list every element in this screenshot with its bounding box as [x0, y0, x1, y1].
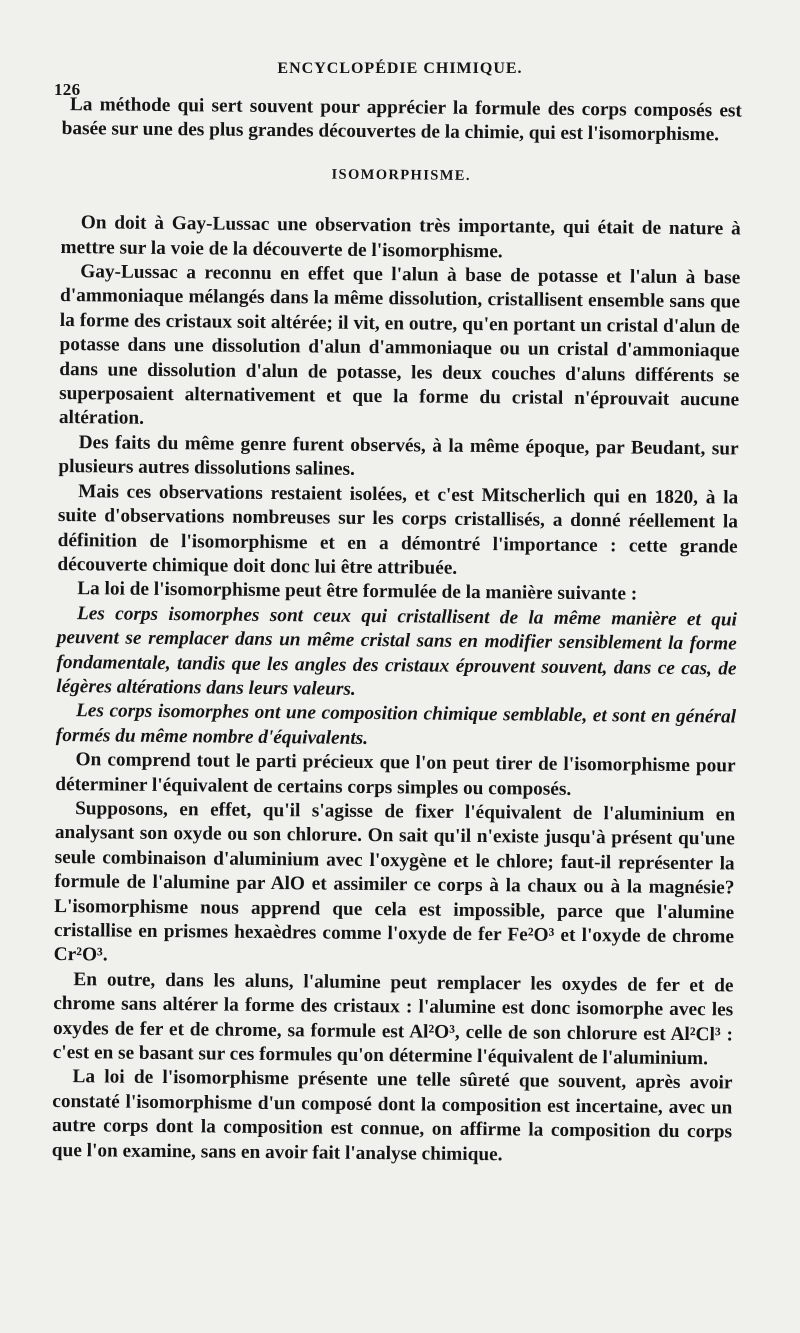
page-number: 126: [54, 80, 81, 99]
law-statement: Les corps isomorphes sont ceux qui cristallisent de la même manière et qui peuvent se remplacer dans un même cristal sans en modifier sensiblement la forme fondamentale, tandis que les angles des cristaux éprouvent souvent, dans ce cas, de légères altérations dans leurs valeurs.: [56, 602, 738, 700]
body-text: [52, 93, 742, 1170]
law-statement: Les corps isomorphes ont une composition chimique semblable, et sont en général formés du même nombre d'équivalents.: [55, 700, 737, 749]
paragraph: Supposons, en effet, qu'il s'agisse de fixer l'équivalent de l'aluminium en analysant son oxyde ou son chlorure. On sait qu'il n'existe jusqu'à présent qu'une seule combinaison d'aluminium avec l'oxygène et le chlore; faut-il représenter la formule de l'alumine par AlO et assimiler ce corps à la chaux ou à la magnésie? L'isomorphisme nous apprend que cela est impossible, parce que l'alumine cristallise en prismes hexaèdres comme l'oxyde de fer Fe²O³ et l'oxyde de chrome Cr²O³.: [53, 798, 736, 966]
paragraph: On comprend tout le parti précieux que l'on peut tirer de l'isomorphisme pour déterminer l'équivalent de certains corps simples ou composés.: [55, 749, 736, 800]
paragraph: La loi de l'isomorphisme peut être formulée de la manière suivante :: [77, 578, 638, 605]
paragraph: La loi de l'isomorphisme présente une telle sûreté que souvent, après avoir constaté l'isomorphisme d'un composé dont la composition est incertaine, avec un autre corps dont la composition est connue, on affirme la composition du corps que l'on examine, sans en avoir fait l'analyse chimique.: [51, 1066, 733, 1165]
paragraph: En outre, dans les aluns, l'alumine peut remplacer les oxydes de fer et de chrome sans altérer la forme des cristaux : l'alumine est donc isomorphe avec les oxydes de fer et de chrome, sa formule est Al²O³, celle de son chlorure est Al²Cl³ : c'est en se basant sur ces formules qu'on détermine l'équivalent de l'aluminium.: [52, 968, 734, 1070]
paragraph: Mais ces observations restaient isolées, et c'est Mitscherlich qui en 1820, à la suite d'observations nombreuses sur les corps cristallisés, a donné réellement la définition de l'isomorphisme et en a démontré l'importance : cette grande découverte chimique doit donc lui être attribuée.: [57, 480, 739, 579]
paragraph-intro: La méthode qui sert souvent pour apprécier la formule des corps composés est basée sur une des plus grandes découvertes de la chimie, qui est l'isomorphisme.: [61, 94, 742, 146]
paragraph: Gay-Lussac a reconnu en effet que l'alun à base de potasse et l'alun à base d'ammoniaque mélangés dans la même dissolution, cristallisent ensemble sans que la forme des cristaux soit altérée; il vit, en outre, qu'en portant un cristal d'alun de potasse dans une dissolution d'alun d'ammoniaque ou un cristal d'ammoniaque dans une dissolution d'alun de potasse, les deux couches d'aluns différents se superposaient alternativement et que la forme du cristal n'éprouvait aucune altération.: [58, 261, 741, 430]
paragraph: On doit à Gay-Lussac une observation très importante, qui était de nature à mettre sur la voie de la découverte de l'isomorphisme.: [60, 212, 741, 262]
running-title: ENCYCLOPÉDIE CHIMIQUE.: [277, 60, 523, 77]
section-title: ISOMORPHISME.: [331, 166, 472, 184]
paragraph: Des faits du même genre furent observés, à la même époque, par Beudant, sur plusieurs autres dissolutions salines.: [58, 432, 739, 481]
